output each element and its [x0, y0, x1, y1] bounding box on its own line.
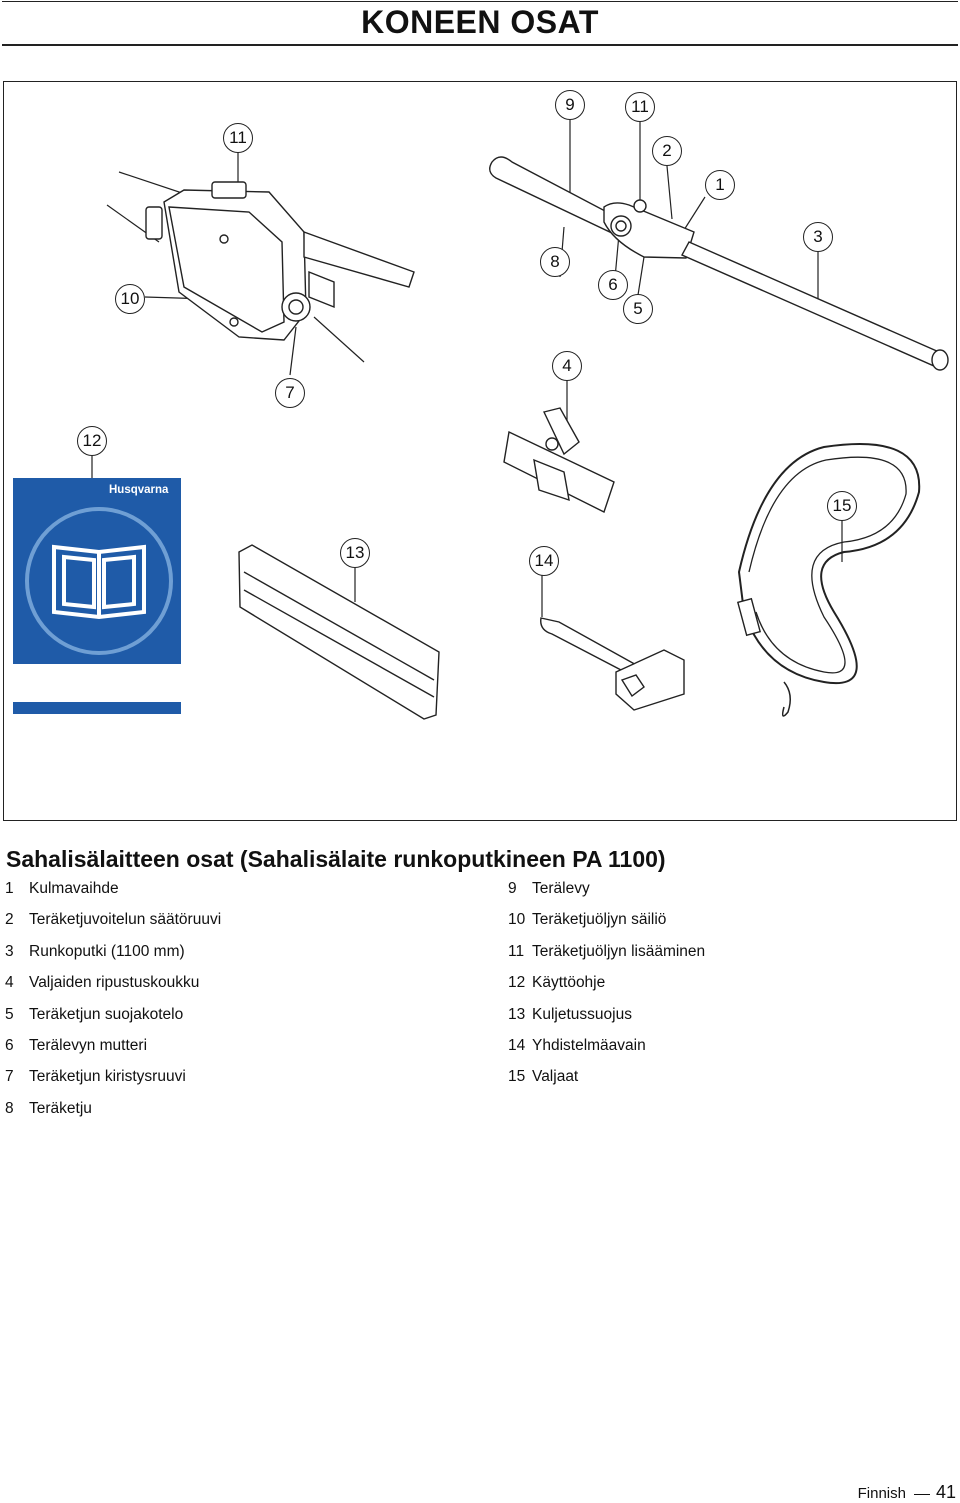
- item-number: 1: [5, 880, 14, 897]
- item-label: Yhdistelmäavain: [532, 1036, 646, 1054]
- footer-language: Finnish: [857, 1485, 906, 1502]
- list-item: [508, 1006, 705, 1037]
- list-item: [5, 1037, 221, 1068]
- item-number: 8: [5, 1099, 14, 1117]
- page-footer: [858, 1482, 956, 1503]
- callout-5: 5: [623, 294, 653, 324]
- item-label: Runkoputki (1100 mm): [29, 942, 185, 960]
- callout-10: 10: [115, 284, 145, 314]
- page-title: KONEEN OSAT: [361, 4, 599, 40]
- list-item: [5, 1100, 221, 1131]
- page-number: 41: [935, 1482, 956, 1502]
- item-label: Käyttöohje: [532, 974, 606, 992]
- list-item: [508, 911, 705, 942]
- item-number: 4: [5, 974, 14, 992]
- item-number: 5: [5, 1005, 14, 1023]
- item-number: 11: [508, 942, 525, 960]
- item-number: 6: [5, 1036, 14, 1054]
- callout-3: 3: [803, 222, 833, 252]
- list-item: [5, 911, 221, 942]
- footer-dash: [914, 1494, 930, 1495]
- list-item: [508, 943, 705, 974]
- item-number: 3: [5, 942, 14, 960]
- callout-11-gear: 11: [223, 123, 253, 153]
- parts-list-right: [508, 880, 705, 1100]
- callout-6: 6: [598, 270, 628, 300]
- item-label: Kulmavaihde: [29, 880, 119, 897]
- item-label: Teräketjuöljyn säiliö: [532, 911, 667, 929]
- callout-2: 2: [652, 136, 682, 166]
- item-label: Teräketjun kiristysruuvi: [29, 1068, 186, 1086]
- list-item: [508, 1068, 705, 1099]
- list-item: [508, 880, 705, 911]
- parts-illustration: [3, 81, 957, 821]
- list-item: [5, 943, 221, 974]
- callout-13: 13: [340, 538, 370, 568]
- callout-9: 9: [555, 90, 585, 120]
- item-number: 9: [508, 880, 517, 897]
- callout-14: 14: [529, 546, 559, 576]
- item-number: 7: [5, 1068, 14, 1086]
- item-number: 2: [5, 911, 14, 929]
- item-label: Teräketjuöljyn lisääminen: [532, 942, 706, 960]
- callout-4: 4: [552, 351, 582, 381]
- callout-8: 8: [540, 247, 570, 277]
- item-label: Teräketju: [29, 1099, 92, 1117]
- callout-7: 7: [275, 378, 305, 408]
- top-rule: [2, 1, 958, 2]
- list-item: [508, 974, 705, 1005]
- callout-15: 15: [827, 491, 857, 521]
- item-label: Valjaiden ripustuskoukku: [29, 974, 200, 992]
- item-number: 15: [508, 1068, 526, 1086]
- item-label: Teräketjuvoitelun säätöruuvi: [29, 911, 222, 929]
- item-number: 10: [508, 911, 526, 929]
- item-label: Teräketjun suojakotelo: [29, 1005, 184, 1023]
- item-number: 14: [508, 1036, 526, 1054]
- list-item: [5, 880, 221, 911]
- header-divider: [2, 44, 958, 46]
- callout-11-saw: 11: [625, 92, 655, 122]
- list-item: [5, 974, 221, 1005]
- item-number: 13: [508, 1005, 526, 1023]
- parts-drawing: [4, 82, 955, 819]
- callout-1: 1: [705, 170, 735, 200]
- section-title: Sahalisälaitteen osat (Sahalisälaite runkoputkineen PA 1100): [6, 846, 666, 872]
- item-label: Terälevy: [532, 880, 590, 897]
- item-label: Valjaat: [532, 1068, 579, 1086]
- item-number: 12: [508, 974, 526, 992]
- parts-list-left: [5, 880, 221, 1131]
- item-label: Terälevyn mutteri: [29, 1036, 148, 1054]
- list-item: [508, 1037, 705, 1068]
- manual-brand-text: Husqvarna: [109, 484, 169, 496]
- item-label: Kuljetussuojus: [532, 1005, 632, 1023]
- list-item: [5, 1006, 221, 1037]
- manual-cover: [13, 478, 181, 714]
- callout-12: 12: [77, 426, 107, 456]
- list-item: [5, 1068, 221, 1099]
